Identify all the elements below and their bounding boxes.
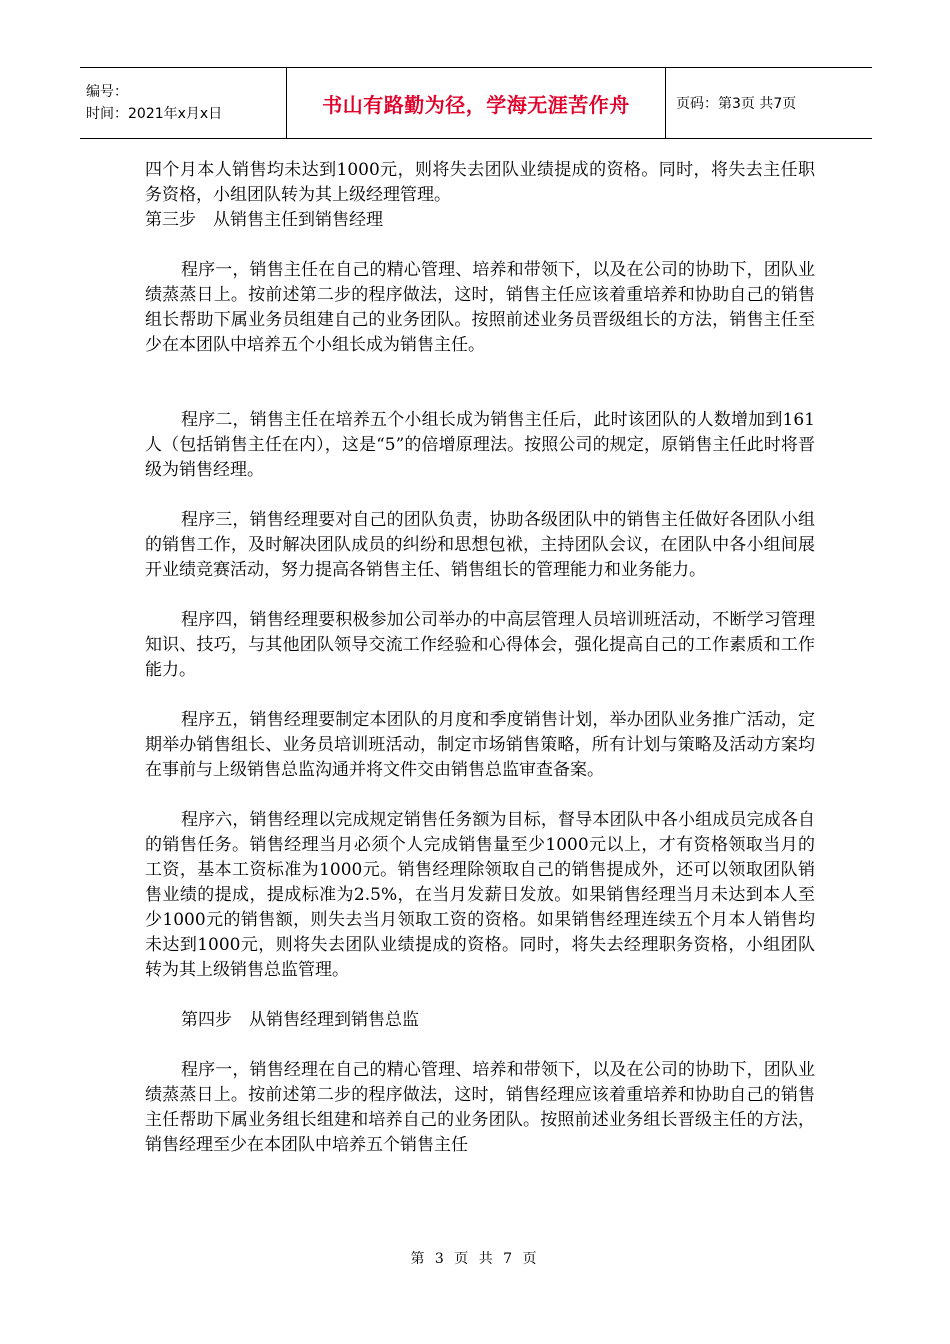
section-heading-step-4: 第四步 从销售经理到销售总监 xyxy=(181,1010,419,1030)
header-meta xyxy=(80,68,287,138)
header-page-cell xyxy=(666,68,872,138)
section-heading-step-3: 第三步 从销售主任到销售经理 xyxy=(145,210,383,230)
document-body xyxy=(145,158,815,1158)
document-number-label: 编号： xyxy=(86,84,128,100)
paragraph-step4-procedure-1: 程序一，销售经理在自己的精心管理、培养和带领下，以及在公司的协助下，团队业绩蒸蒸日上。按前述第二步的程序做法，这时，销售经理应该着重培养和协助自己的销售主任帮助下属业务组长组建和培养自己的业务团队。按照前述业务组长晋级主任的方法，销售经理至少在本团队中培养五个销售主任 xyxy=(145,1060,815,1155)
document-time-label: 时间：2021年x月x日 xyxy=(86,106,223,122)
header-page-number: 页码：第3页 共7页 xyxy=(676,96,797,112)
paragraph-step3-procedure-2: 程序二，销售主任在培养五个小组长成为销售主任后，此时该团队的人数增加到161人（包括销售主任在内），这是“5”的倍增原理法。按照公司的规定，原销售主任此时将晋级为销售经理。 xyxy=(145,410,815,480)
page-footer: 第 3 页 共 7 页 xyxy=(410,1251,540,1267)
paragraph-step3-procedure-1: 程序一，销售主任在自己的精心管理、培养和带领下，以及在公司的协助下，团队业绩蒸蒸日上。按前述第二步的程序做法，这时，销售主任应该着重培养和协助自己的销售组长帮助下属业务员组建自己的业务团队。按照前述业务员晋级组长的方法，销售主任至少在本团队中培养五个小组长成为销售主任。 xyxy=(145,260,815,355)
page-header xyxy=(80,67,872,139)
paragraph-step3-procedure-3: 程序三，销售经理要对自己的团队负责，协助各级团队中的销售主任做好各团队小组的销售工作，及时解决团队成员的纠纷和思想包袱，主持团队会议，在团队中各小组间展开业绩竞赛活动，努力提高各销售主任、销售组长的管理能力和业务能力。 xyxy=(145,510,815,580)
paragraph-step3-procedure-4: 程序四，销售经理要积极参加公司举办的中高层管理人员培训班活动，不断学习管理知识、技巧，与其他团队领导交流工作经验和心得体会，强化提高自己的工作素质和工作能力。 xyxy=(145,610,815,680)
paragraph-continuation: 四个月本人销售均未达到1000元，则将失去团队业绩提成的资格。同时，将失去主任职务资格，小组团队转为其上级经理管理。 xyxy=(145,160,815,205)
header-motto-cell xyxy=(287,68,666,138)
paragraph-step3-procedure-5: 程序五，销售经理要制定本团队的月度和季度销售计划，举办团队业务推广活动，定期举办销售组长、业务员培训班活动，制定市场销售策略，所有计划与策略及活动方案均在事前与上级销售总监沟通并将文件交由销售总监审查备案。 xyxy=(145,710,815,780)
paragraph-step3-procedure-6: 程序六，销售经理以完成规定销售任务额为目标，督导本团队中各小组成员完成各自的销售任务。销售经理当月必须个人完成销售量至少1000元以上，才有资格领取当月的工资，基本工资标准为1000元。销售经理除领取自己的销售提成外，还可以领取团队销售业绩的提成，提成标准为2.5%，在当月发薪日发放。如果销售经理当月未达到本人至少1000元的销售额，则失去当月领取工资的资格。如果销售经理连续五个月本人销售均未达到1000元，则将失去团队业绩提成的资格。同时，将失去经理职务资格，小组团队转为其上级销售总监管理。 xyxy=(145,810,815,980)
header-motto: 书山有路勤为径，学海无涯苦作舟 xyxy=(322,92,630,117)
